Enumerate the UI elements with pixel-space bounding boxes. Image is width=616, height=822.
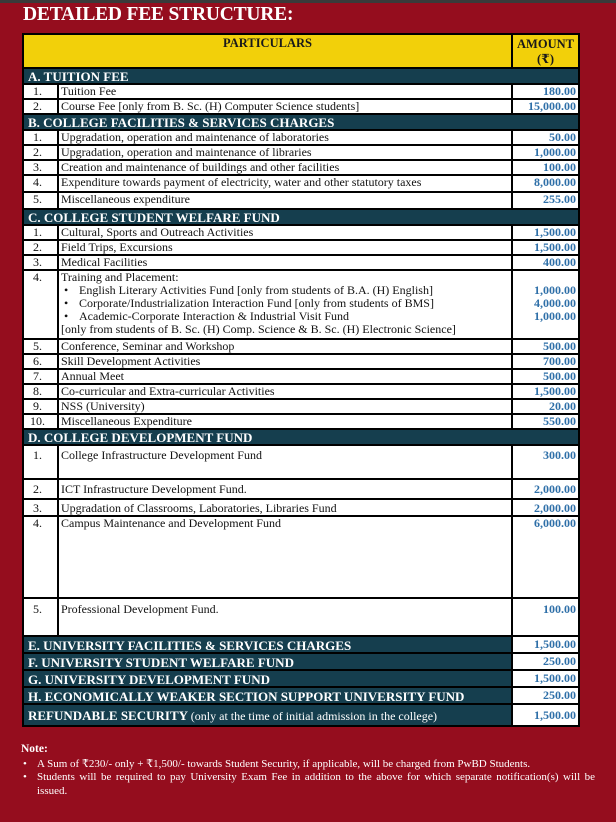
amount-value: 550.00 [512,414,579,429]
amount-value: 1,000.00 [512,145,579,160]
table-row: 2. Field Trips, Excursions 1,500.00 [23,240,579,255]
amount-value: 4,000.00 [534,296,576,310]
refundable-security-row [23,704,579,726]
refundable-subtext: (only at the time of initial admission in the college) [190,708,438,723]
amount-value: 400.00 [512,255,579,270]
table-row: 5. Conference, Seminar and Workshop 500.00 [23,339,579,354]
table-row: 8. Co-curricular and Extra-curricular Activities 1,500.00 [23,384,579,399]
amount-value: 255.00 [512,192,579,209]
amount-value: 1,500.00 [512,670,579,687]
note-section [21,743,595,798]
amount-value: 8,000.00 [512,175,579,192]
table-row: 6. Skill Development Activities 700.00 [23,354,579,369]
amount-value: 1,500.00 [512,384,579,399]
header-amount [512,34,579,68]
training-item: • Corporate/Industrialization Interaction Fund [only from students of BMS] [61,297,511,310]
amount-value: 50.00 [512,130,579,145]
table-row: 2. Course Fee [only from B. Sc. (H) Computer Science students] 15,000.00 [23,99,579,114]
amount-value: 1,500.00 [512,704,579,726]
amount-value: 100.00 [512,598,579,636]
table-row: 10. Miscellaneous Expenditure 550.00 [23,414,579,429]
header-particulars: PARTICULARS [23,34,512,68]
header-amount-label: AMOUNT [517,37,574,51]
training-item: • English Literary Activities Fund [only from students of B.A. (H) English] [61,284,511,297]
total-row-e: E. UNIVERSITY FACILITIES & SERVICES CHARGES 1,500.00 [23,636,579,653]
section-header-b: B. COLLEGE FACILITIES & SERVICES CHARGES [23,114,579,130]
amount-value: 6,000.00 [512,516,579,598]
refundable-label: REFUNDABLE SECURITY [28,707,188,723]
table-row: 1. Upgradation, operation and maintenance of laboratories 50.00 [23,130,579,145]
amount-value: 700.00 [512,354,579,369]
total-row-f: F. UNIVERSITY STUDENT WELFARE FUND 250.00 [23,653,579,670]
top-border [0,0,616,3]
training-item: • Academic-Corporate Interaction & Industrial Visit Fund [61,310,511,323]
section-header-a: A. TUITION FEE [23,68,579,84]
amount-value: 250.00 [512,687,579,704]
table-row: 5. Miscellaneous expenditure 255.00 [23,192,579,209]
table-row: 1. Tuition Fee 180.00 [23,84,579,99]
table-row: 5. Professional Development Fund. 100.00 [23,598,579,636]
note-item: • Students will be required to pay University Exam Fee in addition to the above for which separate notification(s) will be issued. [21,771,595,798]
amount-value: 1,000.00 [534,309,576,323]
amount-value: 500.00 [512,369,579,384]
table-row: 1. Cultural, Sports and Outreach Activities 1,500.00 [23,225,579,240]
amount-value: 500.00 [512,339,579,354]
amount-value: 15,000.00 [512,99,579,114]
total-row-h: H. ECONOMICALLY WEAKER SECTION SUPPORT UNIVERSITY FUND 250.00 [23,687,579,704]
rupee-symbol: (₹) [536,52,555,66]
amount-value: 2,000.00 [512,499,579,516]
section-header-c: C. COLLEGE STUDENT WELFARE FUND [23,209,579,225]
note-item: • A Sum of ₹230/- only + ₹1,500/- towards Student Security, if applicable, will be charged from PwBD Students. [21,758,595,772]
section-header-d: D. COLLEGE DEVELOPMENT FUND [23,429,579,445]
amount-value: 1,500.00 [512,240,579,255]
amount-value: 300.00 [512,445,579,479]
table-header-row [23,34,579,68]
amount-value: 1,000.00 [534,283,576,297]
training-heading: Training and Placement: [61,270,179,284]
total-row-g: G. UNIVERSITY DEVELOPMENT FUND 1,500.00 [23,670,579,687]
amount-value: 1,500.00 [512,225,579,240]
table-row: 2. Upgradation, operation and maintenance of libraries 1,000.00 [23,145,579,160]
table-row: 2. ICT Infrastructure Development Fund. 2,000.00 [23,479,579,499]
note-list [21,758,595,799]
page-title: DETAILED FEE STRUCTURE: [23,4,294,25]
fee-structure-table [22,33,580,727]
table-row: 3. Creation and maintenance of buildings and other facilities 100.00 [23,160,579,175]
table-row: 7. Annual Meet 500.00 [23,369,579,384]
amount-value: 20.00 [512,399,579,414]
amount-value: 180.00 [512,84,579,99]
training-footnote: [only from students of B. Sc. (H) Comp. Science & B. Sc. (H) Electronic Science] [61,322,456,336]
amount-value: 250.00 [512,653,579,670]
note-title: Note: [21,743,48,755]
table-row: 4. Campus Maintenance and Development Fund 6,000.00 [23,516,579,598]
table-row: 3. Upgradation of Classrooms, Laboratories, Libraries Fund 2,000.00 [23,499,579,516]
table-row: 9. NSS (University) 20.00 [23,399,579,414]
amount-value: 100.00 [512,160,579,175]
table-row: 3. Medical Facilities 400.00 [23,255,579,270]
table-row: 4. Expenditure towards payment of electricity, water and other statutory taxes 8,000.00 [23,175,579,192]
table-row: 1. College Infrastructure Development Fund 300.00 [23,445,579,479]
training-placement-row: 4. Training and Placement: • English Literary Activities Fund [only from students of B.A. (H) English] • Corporate/Industrialization Interaction Fund [only from students of BMS] • Academic-Corporate Interaction & Industrial Visit Fund [only from students of B. Sc. (H) Comp. Science & B. Sc. (H) Electronic Science] 1,000.00 4,000.00 1,000.00 [23,270,579,339]
amount-value: 2,000.00 [512,479,579,499]
amount-value: 1,500.00 [512,636,579,653]
